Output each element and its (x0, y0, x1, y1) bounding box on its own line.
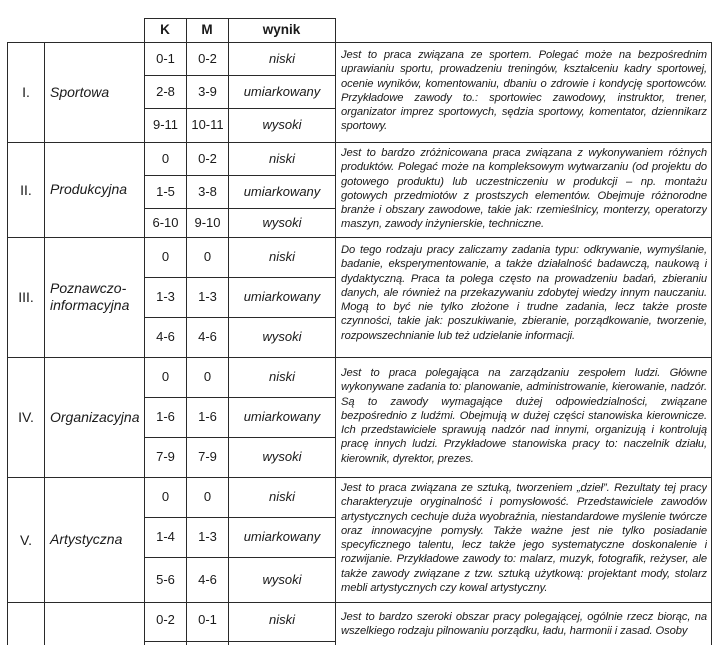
grid-line (335, 18, 336, 42)
grid-line (186, 18, 187, 42)
score-m: 10-11 (191, 117, 224, 132)
result-level: umiarkowany (243, 83, 321, 99)
section-description: Jest to praca polegająca na zarządzaniu zespołem ludzi. Główne wykonywane zadania to: planowanie, administrowanie, kierowanie, nadzór. Są to zawody wymagające dużej odpowiedzialności, związane bezpośrednio z ludźmi. Obejmują w dużej części stanowiska kierownicze. Ich przedstawiciele sprawują nadzór nad innymi, organizują i kontrolują pracę innych ludzi. Przykładowe stanowiska pracy to: naczelnik działu, kierownik, dyrektor, prezes. (341, 367, 707, 465)
result-level: umiarkowany (243, 183, 321, 199)
column-header-m: M (201, 22, 213, 37)
score-k: 1-6 (156, 409, 175, 424)
score-k: 0-1 (156, 50, 175, 66)
score-k: 0 (161, 150, 170, 166)
result-level: umiarkowany (243, 289, 321, 304)
score-k: 4-6 (156, 329, 175, 344)
score-k: 1-5 (156, 183, 175, 199)
section-numeral: III. (18, 289, 34, 305)
score-m: 3-8 (198, 183, 217, 199)
section-description: Do tego rodzaju pracy zaliczamy zadania typu: odkrywanie, wymyślanie, badanie, eksperymentowanie, a także działalność badawczą, naukową i dydaktyczną. Praca ta polega często na prowadzeniu badań, zbieraniu danych, ale również na przekazywaniu zdobytej wiedzy innym nauczaniu. Mogą to być nie tylko złożone i trudne zadania, lecz także proste czynności, takie jak: poszukiwanie, zbieranie, porządkowanie, tworzenie, rozpowszechnianie lub też udzielanie informacji. (341, 244, 707, 342)
score-m: 0 (203, 489, 212, 504)
section-name: Poznawczo-informacyjna (50, 280, 130, 313)
result-level: niski (268, 150, 295, 166)
section-name: Artystyczna (50, 531, 123, 547)
score-k: 5-6 (156, 571, 175, 587)
result-level: wysoki (262, 571, 302, 587)
score-k: 0 (161, 369, 170, 384)
score-m: 4-6 (198, 329, 217, 344)
grid-line (44, 42, 45, 645)
score-k: 1-4 (156, 529, 175, 544)
result-level: wysoki (262, 117, 302, 132)
score-m: 7-9 (198, 449, 217, 464)
section-name: Sportowa (50, 83, 110, 100)
section-name: Produkcyjna (50, 181, 128, 197)
score-m: 1-3 (198, 289, 217, 304)
score-m: 4-6 (198, 571, 217, 587)
result-level: wysoki (262, 449, 302, 464)
score-m: 0 (203, 249, 212, 264)
score-k: 7-9 (156, 449, 175, 464)
grid-line (335, 42, 336, 645)
section-numeral: II. (20, 181, 32, 198)
section-description: Jest to bardzo szeroki obszar pracy polegającej, ogólnie rzecz biorąc, na wszelkiego rodzaju pilnowaniu porządku, ładu, harmonii i zasad. Osoby (341, 611, 707, 638)
row-divider (144, 641, 336, 642)
section-description: Jest to praca związana ze sztuką, tworzeniem „dzieł”. Rezultaty tej pracy charakteryzuje oryginalność i pomysłowość. Przedstawiciele zawodów artystycznych cechuje duża wyobraźnia, niestandardowe myślenie twórcze oraz innowacyjne pomysły. Także ważne jest nie tylko posiadanie specyficznego talentu, lecz także jego systematyczne doskonalenie i rozwijanie. Przykładowe zawody to: malarz, muzyk, fotografik, reżyser, ale także zawody związane z tzw. sztuką użytkową: projektant mody, stolarz mebli artystycznych czy kowal artystyczny. (341, 482, 707, 595)
section-numeral: IV. (18, 409, 34, 425)
grid-line (144, 18, 145, 42)
section-description: Jest to praca związana ze sportem. Polegać może na bezpośrednim uprawianiu sportu, prowadzeniu treningów, kształceniu kadry sportowej, ocenie wyników, komentowaniu, dbaniu o zdrowie i kondycję sportowców. Przykładowe zawody to.: sportowiec zawodowy, instruktor, trener, organizator imprez sportowych, sędzia sportowy, komentator, dziennikarz sportowy. (341, 49, 707, 133)
score-k: 0 (161, 249, 170, 264)
score-m: 3-9 (198, 83, 217, 99)
result-level: niski (268, 612, 295, 627)
header-top-border (144, 18, 336, 19)
section-description: Jest to bardzo zróżnicowana praca związana z wykonywaniem różnych produktów. Polegać może na kompleksowym wytwarzaniu (od projektu do gotowego produktu) lub uczestniczeniu w produkcji – np. montażu gotowych przedmiotów z prostszych elementów. Obejmuje różnorodne branże i obszary zawodowe, takie jak: rzemieślnicy, monterzy, operatorzy maszyn, zawody inżynierskie, techniczne. (341, 147, 707, 231)
score-m: 9-10 (194, 214, 221, 230)
result-level: niski (268, 50, 295, 66)
result-level: umiarkowany (243, 409, 321, 424)
score-k: 2-8 (156, 83, 175, 99)
section-name: Organizacyjna (50, 408, 140, 425)
column-header-result: wynik (262, 22, 301, 37)
score-m: 0-2 (198, 50, 217, 66)
section-numeral (8, 602, 44, 645)
score-m: 1-3 (198, 529, 217, 544)
section-numeral: V. (20, 531, 32, 548)
result-level: niski (268, 489, 295, 504)
result-level: niski (268, 249, 295, 264)
result-level: wysoki (262, 329, 302, 344)
score-k: 6-10 (152, 214, 179, 230)
table-right-border (711, 42, 712, 645)
grid-line (228, 18, 229, 42)
column-header-k: K (160, 22, 170, 37)
score-k: 0-2 (156, 612, 175, 627)
score-m: 0-2 (198, 150, 217, 166)
score-k: 9-11 (152, 117, 179, 132)
result-level: wysoki (262, 214, 302, 230)
section-name (50, 602, 142, 645)
section-numeral: I. (22, 84, 30, 100)
score-m: 1-6 (198, 409, 217, 424)
result-level: umiarkowany (243, 529, 321, 544)
score-m: 0-1 (198, 612, 217, 627)
score-k: 0 (161, 489, 170, 504)
score-k: 1-3 (156, 289, 175, 304)
result-level: niski (268, 369, 295, 384)
score-m: 0 (203, 369, 212, 384)
